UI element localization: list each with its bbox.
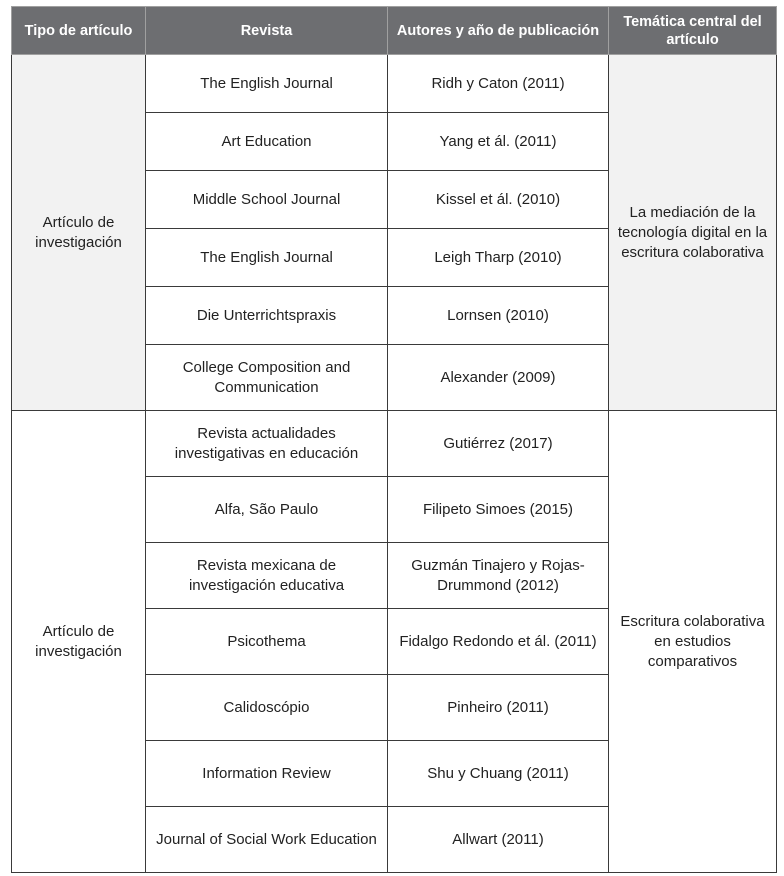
autores-cell: Lornsen (2010) xyxy=(388,287,609,345)
header-autores: Autores y año de publicación xyxy=(388,7,609,55)
tipo-cell: Artículo de investigación xyxy=(12,411,146,873)
table-row xyxy=(12,55,777,113)
header-revista: Revista xyxy=(146,7,388,55)
revista-cell: Art Education xyxy=(146,113,388,171)
autores-cell: Kissel et ál. (2010) xyxy=(388,171,609,229)
header-tematica: Temática central del artículo xyxy=(609,7,777,55)
autores-cell: Filipeto Simoes (2015) xyxy=(388,477,609,543)
autores-cell: Alexander (2009) xyxy=(388,345,609,411)
revista-cell: Revista actualidades investigativas en educación xyxy=(146,411,388,477)
autores-cell: Shu y Chuang (2011) xyxy=(388,741,609,807)
table-row xyxy=(12,411,777,477)
autores-cell: Fidalgo Redondo et ál. (2011) xyxy=(388,609,609,675)
autores-cell: Gutiérrez (2017) xyxy=(388,411,609,477)
revista-cell: Psicothema xyxy=(146,609,388,675)
revista-cell: Calidoscópio xyxy=(146,675,388,741)
autores-cell: Allwart (2011) xyxy=(388,807,609,873)
autores-cell: Guzmán Tinajero y Rojas-Drummond (2012) xyxy=(388,543,609,609)
table-header xyxy=(12,7,777,55)
revista-cell: Information Review xyxy=(146,741,388,807)
group-1 xyxy=(12,55,777,411)
articles-table xyxy=(11,6,777,873)
header-tipo: Tipo de artículo xyxy=(12,7,146,55)
tipo-cell: Artículo de investigación xyxy=(12,55,146,411)
revista-cell: Alfa, São Paulo xyxy=(146,477,388,543)
tematica-cell: La mediación de la tecnología digital en la escritura colaborativa xyxy=(609,55,777,411)
revista-cell: Middle School Journal xyxy=(146,171,388,229)
revista-cell: Die Unterrichtspraxis xyxy=(146,287,388,345)
revista-cell: The English Journal xyxy=(146,229,388,287)
autores-cell: Yang et ál. (2011) xyxy=(388,113,609,171)
revista-cell: Journal of Social Work Education xyxy=(146,807,388,873)
revista-cell: College Composition and Communication xyxy=(146,345,388,411)
revista-cell: The English Journal xyxy=(146,55,388,113)
autores-cell: Pinheiro (2011) xyxy=(388,675,609,741)
autores-cell: Leigh Tharp (2010) xyxy=(388,229,609,287)
revista-cell: Revista mexicana de investigación educativa xyxy=(146,543,388,609)
autores-cell: Ridh y Caton (2011) xyxy=(388,55,609,113)
group-2 xyxy=(12,411,777,873)
tematica-cell: Escritura colaborativa en estudios comparativos xyxy=(609,411,777,873)
